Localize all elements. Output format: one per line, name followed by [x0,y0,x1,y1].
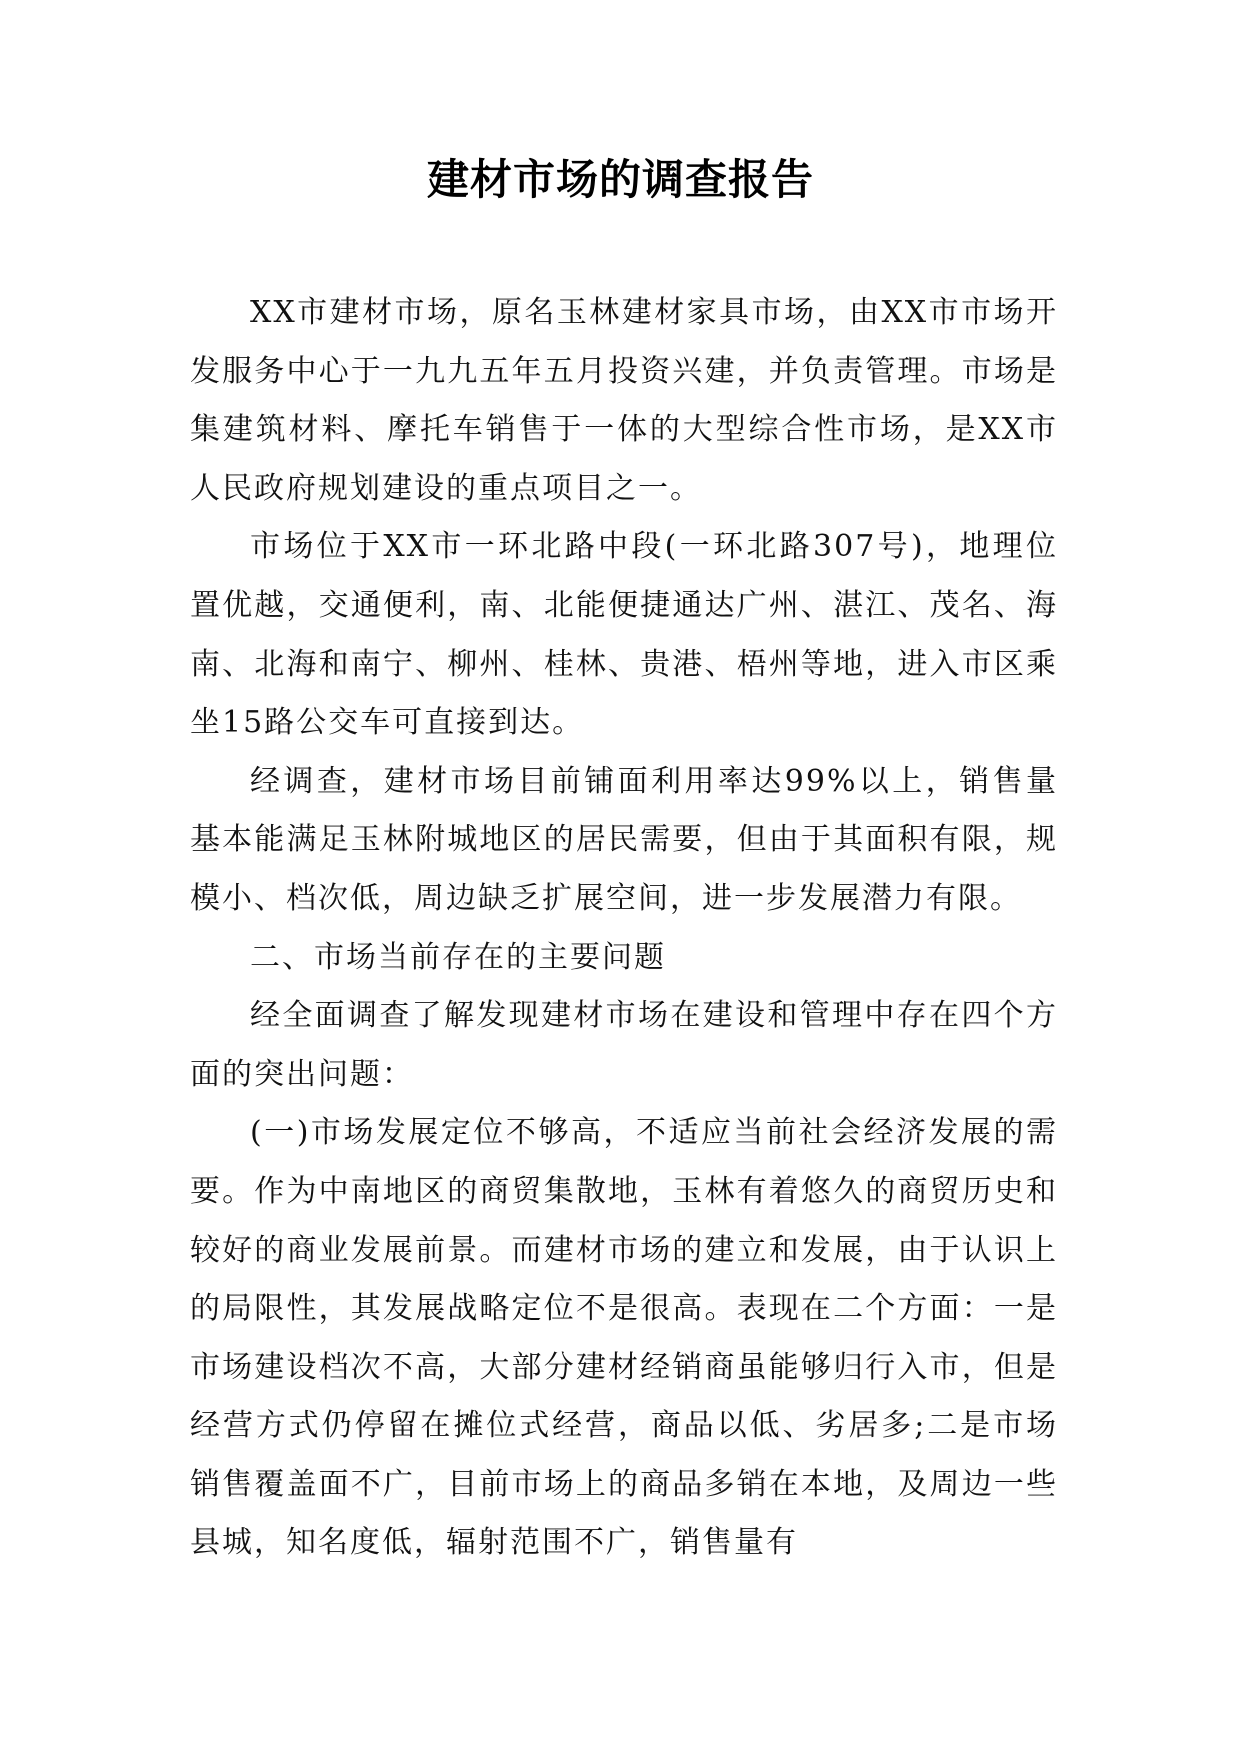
document-body [190,284,1058,1573]
paragraph: 经调查，建材市场目前铺面利用率达99%以上，销售量基本能满足玉林附城地区的居民需要，但由于其面积有限，规模小、档次低，周边缺乏扩展空间，进一步发展潜力有限。 [190,763,1058,916]
paragraph: (一)市场发展定位不够高，不适应当前社会经济发展的需要。作为中南地区的商贸集散地，玉林有着悠久的商贸历史和较好的商业发展前景。而建材市场的建立和发展，由于认识上的局限性，其发展战略定位不是很高。表现在二个方面：一是市场建设档次不高，大部分建材经销商虽能够归行入市，但是经营方式仍停留在摊位式经营，商品以低、劣居多;二是市场销售覆盖面不广，目前市场上的商品多销在本地，及周边一些县城，知名度低，辐射范围不广，销售量有 [190,1115,1058,1561]
paragraph: 经全面调查了解发现建材市场在建设和管理中存在四个方面的突出问题： [190,998,1058,1092]
document-title: 建材市场的调查报告 [426,155,814,204]
section-heading: 二、市场当前存在的主要问题 [250,939,666,975]
paragraph: 市场位于XX市一环北路中段(一环北路307号)，地理位置优越，交通便利，南、北能便捷通达广州、湛江、茂名、海南、北海和南宁、柳州、桂林、贵港、梧州等地，进入市区乘坐15路公交车可直接到达。 [190,529,1058,741]
paragraph: XX市建材市场，原名玉林建材家具市场，由XX市市场开发服务中心于一九九五年五月投资兴建，并负责管理。市场是集建筑材料、摩托车销售于一体的大型综合性市场，是XX市人民政府规划建设的重点项目之一。 [190,295,1058,506]
